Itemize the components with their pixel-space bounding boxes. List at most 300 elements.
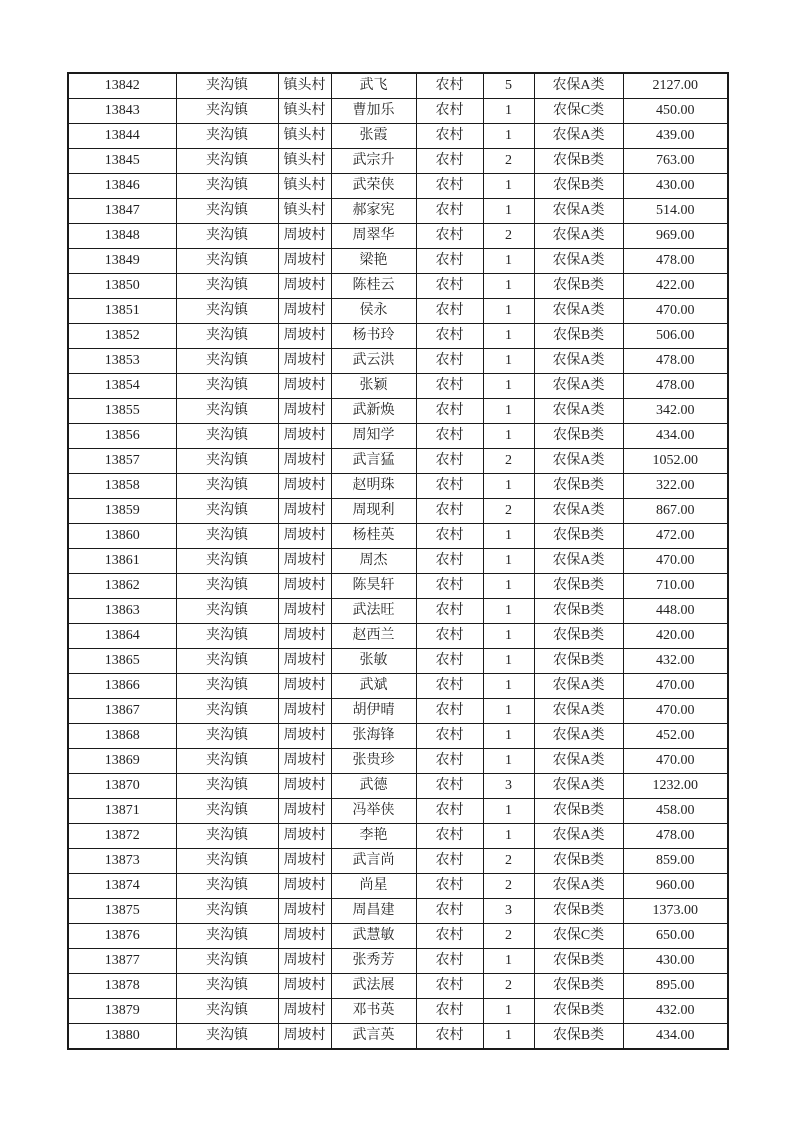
person-name-cell: 武宗升 — [331, 149, 416, 174]
records-table — [67, 72, 729, 1050]
amount-cell: 472.00 — [623, 524, 728, 549]
village-cell: 镇头村 — [278, 174, 331, 199]
village-cell: 镇头村 — [278, 199, 331, 224]
table-row — [68, 649, 728, 674]
records-table-body — [68, 73, 728, 1049]
town-cell: 夹沟镇 — [176, 599, 278, 624]
amount-cell: 470.00 — [623, 699, 728, 724]
person-name-cell: 武云洪 — [331, 349, 416, 374]
village-cell: 镇头村 — [278, 99, 331, 124]
person-count-cell: 1 — [483, 374, 534, 399]
serial-number-cell: 13867 — [68, 699, 176, 724]
person-count-cell: 1 — [483, 999, 534, 1024]
serial-number-cell: 13878 — [68, 974, 176, 999]
village-cell: 周坡村 — [278, 299, 331, 324]
town-cell: 夹沟镇 — [176, 549, 278, 574]
insurance-category-cell: 农保A类 — [534, 349, 623, 374]
table-row — [68, 349, 728, 374]
village-cell: 周坡村 — [278, 474, 331, 499]
person-count-cell: 1 — [483, 1024, 534, 1050]
person-name-cell: 武德 — [331, 774, 416, 799]
person-name-cell: 武法展 — [331, 974, 416, 999]
town-cell: 夹沟镇 — [176, 299, 278, 324]
residence-type-cell: 农村 — [416, 424, 483, 449]
table-row — [68, 224, 728, 249]
insurance-category-cell: 农保A类 — [534, 449, 623, 474]
amount-cell: 470.00 — [623, 299, 728, 324]
person-name-cell: 武斌 — [331, 674, 416, 699]
residence-type-cell: 农村 — [416, 699, 483, 724]
residence-type-cell: 农村 — [416, 324, 483, 349]
person-name-cell: 张贵珍 — [331, 749, 416, 774]
table-row — [68, 849, 728, 874]
table-row — [68, 424, 728, 449]
person-name-cell: 杨桂英 — [331, 524, 416, 549]
person-count-cell: 3 — [483, 774, 534, 799]
amount-cell: 969.00 — [623, 224, 728, 249]
amount-cell: 650.00 — [623, 924, 728, 949]
village-cell: 周坡村 — [278, 449, 331, 474]
serial-number-cell: 13857 — [68, 449, 176, 474]
person-name-cell: 武荣侠 — [331, 174, 416, 199]
amount-cell: 478.00 — [623, 824, 728, 849]
residence-type-cell: 农村 — [416, 899, 483, 924]
person-count-cell: 1 — [483, 324, 534, 349]
table-row — [68, 749, 728, 774]
table-row — [68, 124, 728, 149]
person-name-cell: 李艳 — [331, 824, 416, 849]
village-cell: 周坡村 — [278, 699, 331, 724]
person-name-cell: 周昌建 — [331, 899, 416, 924]
serial-number-cell: 13862 — [68, 574, 176, 599]
village-cell: 周坡村 — [278, 524, 331, 549]
insurance-category-cell: 农保A类 — [534, 299, 623, 324]
person-count-cell: 1 — [483, 99, 534, 124]
residence-type-cell: 农村 — [416, 749, 483, 774]
table-row — [68, 499, 728, 524]
residence-type-cell: 农村 — [416, 624, 483, 649]
village-cell: 周坡村 — [278, 274, 331, 299]
person-count-cell: 2 — [483, 224, 534, 249]
insurance-category-cell: 农保B类 — [534, 424, 623, 449]
person-name-cell: 武飞 — [331, 73, 416, 99]
town-cell: 夹沟镇 — [176, 349, 278, 374]
amount-cell: 448.00 — [623, 599, 728, 624]
town-cell: 夹沟镇 — [176, 73, 278, 99]
amount-cell: 434.00 — [623, 1024, 728, 1050]
town-cell: 夹沟镇 — [176, 224, 278, 249]
person-count-cell: 1 — [483, 174, 534, 199]
insurance-category-cell: 农保A类 — [534, 749, 623, 774]
residence-type-cell: 农村 — [416, 999, 483, 1024]
residence-type-cell: 农村 — [416, 399, 483, 424]
amount-cell: 450.00 — [623, 99, 728, 124]
serial-number-cell: 13856 — [68, 424, 176, 449]
person-name-cell: 尚星 — [331, 874, 416, 899]
town-cell: 夹沟镇 — [176, 824, 278, 849]
insurance-category-cell: 农保B类 — [534, 799, 623, 824]
table-row — [68, 874, 728, 899]
table-row — [68, 824, 728, 849]
person-count-cell: 3 — [483, 899, 534, 924]
table-row — [68, 949, 728, 974]
serial-number-cell: 13866 — [68, 674, 176, 699]
person-name-cell: 杨书玲 — [331, 324, 416, 349]
village-cell: 周坡村 — [278, 824, 331, 849]
person-count-cell: 2 — [483, 499, 534, 524]
insurance-category-cell: 农保A类 — [534, 499, 623, 524]
serial-number-cell: 13880 — [68, 1024, 176, 1050]
insurance-category-cell: 农保A类 — [534, 399, 623, 424]
insurance-category-cell: 农保B类 — [534, 849, 623, 874]
village-cell: 周坡村 — [278, 774, 331, 799]
person-count-cell: 2 — [483, 149, 534, 174]
village-cell: 周坡村 — [278, 424, 331, 449]
town-cell: 夹沟镇 — [176, 424, 278, 449]
amount-cell: 470.00 — [623, 549, 728, 574]
person-count-cell: 2 — [483, 974, 534, 999]
town-cell: 夹沟镇 — [176, 249, 278, 274]
amount-cell: 867.00 — [623, 499, 728, 524]
town-cell: 夹沟镇 — [176, 999, 278, 1024]
village-cell: 周坡村 — [278, 599, 331, 624]
serial-number-cell: 13859 — [68, 499, 176, 524]
person-name-cell: 陈昊轩 — [331, 574, 416, 599]
table-row — [68, 899, 728, 924]
person-count-cell: 2 — [483, 849, 534, 874]
amount-cell: 422.00 — [623, 274, 728, 299]
table-row — [68, 599, 728, 624]
serial-number-cell: 13851 — [68, 299, 176, 324]
table-row — [68, 774, 728, 799]
amount-cell: 430.00 — [623, 174, 728, 199]
person-name-cell: 周现利 — [331, 499, 416, 524]
town-cell: 夹沟镇 — [176, 774, 278, 799]
residence-type-cell: 农村 — [416, 924, 483, 949]
amount-cell: 470.00 — [623, 749, 728, 774]
serial-number-cell: 13874 — [68, 874, 176, 899]
person-name-cell: 赵明珠 — [331, 474, 416, 499]
serial-number-cell: 13854 — [68, 374, 176, 399]
village-cell: 周坡村 — [278, 499, 331, 524]
person-name-cell: 张霞 — [331, 124, 416, 149]
town-cell: 夹沟镇 — [176, 624, 278, 649]
residence-type-cell: 农村 — [416, 799, 483, 824]
insurance-category-cell: 农保B类 — [534, 324, 623, 349]
insurance-category-cell: 农保A类 — [534, 724, 623, 749]
village-cell: 周坡村 — [278, 574, 331, 599]
residence-type-cell: 农村 — [416, 499, 483, 524]
insurance-category-cell: 农保A类 — [534, 374, 623, 399]
insurance-category-cell: 农保A类 — [534, 224, 623, 249]
person-count-cell: 1 — [483, 524, 534, 549]
amount-cell: 439.00 — [623, 124, 728, 149]
amount-cell: 432.00 — [623, 649, 728, 674]
town-cell: 夹沟镇 — [176, 749, 278, 774]
person-name-cell: 武言猛 — [331, 449, 416, 474]
table-row — [68, 699, 728, 724]
town-cell: 夹沟镇 — [176, 174, 278, 199]
town-cell: 夹沟镇 — [176, 699, 278, 724]
serial-number-cell: 13875 — [68, 899, 176, 924]
person-name-cell: 侯永 — [331, 299, 416, 324]
person-count-cell: 1 — [483, 799, 534, 824]
town-cell: 夹沟镇 — [176, 924, 278, 949]
town-cell: 夹沟镇 — [176, 899, 278, 924]
table-row — [68, 999, 728, 1024]
town-cell: 夹沟镇 — [176, 574, 278, 599]
residence-type-cell: 农村 — [416, 274, 483, 299]
person-name-cell: 赵西兰 — [331, 624, 416, 649]
table-row — [68, 324, 728, 349]
village-cell: 周坡村 — [278, 649, 331, 674]
amount-cell: 470.00 — [623, 674, 728, 699]
residence-type-cell: 农村 — [416, 199, 483, 224]
person-count-cell: 1 — [483, 424, 534, 449]
town-cell: 夹沟镇 — [176, 874, 278, 899]
village-cell: 周坡村 — [278, 374, 331, 399]
amount-cell: 1232.00 — [623, 774, 728, 799]
table-row — [68, 724, 728, 749]
table-row — [68, 99, 728, 124]
serial-number-cell: 13848 — [68, 224, 176, 249]
amount-cell: 1052.00 — [623, 449, 728, 474]
table-row — [68, 524, 728, 549]
residence-type-cell: 农村 — [416, 949, 483, 974]
village-cell: 周坡村 — [278, 674, 331, 699]
serial-number-cell: 13865 — [68, 649, 176, 674]
town-cell: 夹沟镇 — [176, 374, 278, 399]
insurance-category-cell: 农保B类 — [534, 624, 623, 649]
person-count-cell: 1 — [483, 699, 534, 724]
person-count-cell: 2 — [483, 924, 534, 949]
residence-type-cell: 农村 — [416, 824, 483, 849]
insurance-category-cell: 农保A类 — [534, 824, 623, 849]
village-cell: 周坡村 — [278, 624, 331, 649]
insurance-category-cell: 农保B类 — [534, 1024, 623, 1050]
table-row — [68, 624, 728, 649]
residence-type-cell: 农村 — [416, 674, 483, 699]
person-name-cell: 武言尚 — [331, 849, 416, 874]
person-count-cell: 5 — [483, 73, 534, 99]
table-row — [68, 374, 728, 399]
serial-number-cell: 13847 — [68, 199, 176, 224]
serial-number-cell: 13849 — [68, 249, 176, 274]
person-name-cell: 周杰 — [331, 549, 416, 574]
person-name-cell: 郝家宪 — [331, 199, 416, 224]
residence-type-cell: 农村 — [416, 99, 483, 124]
amount-cell: 458.00 — [623, 799, 728, 824]
village-cell: 周坡村 — [278, 924, 331, 949]
insurance-category-cell: 农保A类 — [534, 549, 623, 574]
residence-type-cell: 农村 — [416, 474, 483, 499]
insurance-category-cell: 农保C类 — [534, 99, 623, 124]
person-name-cell: 冯举侠 — [331, 799, 416, 824]
residence-type-cell: 农村 — [416, 724, 483, 749]
village-cell: 镇头村 — [278, 149, 331, 174]
residence-type-cell: 农村 — [416, 649, 483, 674]
table-row — [68, 274, 728, 299]
insurance-category-cell: 农保A类 — [534, 124, 623, 149]
amount-cell: 1373.00 — [623, 899, 728, 924]
residence-type-cell: 农村 — [416, 449, 483, 474]
amount-cell: 960.00 — [623, 874, 728, 899]
residence-type-cell: 农村 — [416, 974, 483, 999]
village-cell: 周坡村 — [278, 899, 331, 924]
village-cell: 周坡村 — [278, 849, 331, 874]
residence-type-cell: 农村 — [416, 349, 483, 374]
person-count-cell: 2 — [483, 874, 534, 899]
amount-cell: 710.00 — [623, 574, 728, 599]
serial-number-cell: 13870 — [68, 774, 176, 799]
insurance-category-cell: 农保B类 — [534, 524, 623, 549]
table-row — [68, 299, 728, 324]
serial-number-cell: 13869 — [68, 749, 176, 774]
person-count-cell: 1 — [483, 574, 534, 599]
person-count-cell: 1 — [483, 724, 534, 749]
town-cell: 夹沟镇 — [176, 799, 278, 824]
amount-cell: 895.00 — [623, 974, 728, 999]
amount-cell: 514.00 — [623, 199, 728, 224]
town-cell: 夹沟镇 — [176, 324, 278, 349]
insurance-category-cell: 农保B类 — [534, 174, 623, 199]
person-count-cell: 1 — [483, 274, 534, 299]
town-cell: 夹沟镇 — [176, 399, 278, 424]
amount-cell: 478.00 — [623, 249, 728, 274]
serial-number-cell: 13843 — [68, 99, 176, 124]
table-row — [68, 399, 728, 424]
village-cell: 周坡村 — [278, 874, 331, 899]
town-cell: 夹沟镇 — [176, 99, 278, 124]
village-cell: 镇头村 — [278, 73, 331, 99]
person-count-cell: 1 — [483, 399, 534, 424]
person-count-cell: 1 — [483, 474, 534, 499]
person-count-cell: 1 — [483, 199, 534, 224]
person-count-cell: 1 — [483, 624, 534, 649]
residence-type-cell: 农村 — [416, 224, 483, 249]
residence-type-cell: 农村 — [416, 73, 483, 99]
residence-type-cell: 农村 — [416, 774, 483, 799]
town-cell: 夹沟镇 — [176, 499, 278, 524]
table-row — [68, 149, 728, 174]
person-count-cell: 1 — [483, 299, 534, 324]
person-count-cell: 1 — [483, 549, 534, 574]
serial-number-cell: 13860 — [68, 524, 176, 549]
serial-number-cell: 13846 — [68, 174, 176, 199]
village-cell: 周坡村 — [278, 724, 331, 749]
amount-cell: 452.00 — [623, 724, 728, 749]
serial-number-cell: 13842 — [68, 73, 176, 99]
person-name-cell: 陈桂云 — [331, 274, 416, 299]
insurance-category-cell: 农保B类 — [534, 974, 623, 999]
amount-cell: 434.00 — [623, 424, 728, 449]
village-cell: 镇头村 — [278, 124, 331, 149]
table-row — [68, 174, 728, 199]
residence-type-cell: 农村 — [416, 574, 483, 599]
village-cell: 周坡村 — [278, 549, 331, 574]
residence-type-cell: 农村 — [416, 299, 483, 324]
insurance-category-cell: 农保C类 — [534, 924, 623, 949]
residence-type-cell: 农村 — [416, 549, 483, 574]
person-count-cell: 2 — [483, 449, 534, 474]
serial-number-cell: 13844 — [68, 124, 176, 149]
village-cell: 周坡村 — [278, 1024, 331, 1050]
person-name-cell: 梁艳 — [331, 249, 416, 274]
town-cell: 夹沟镇 — [176, 974, 278, 999]
serial-number-cell: 13877 — [68, 949, 176, 974]
amount-cell: 506.00 — [623, 324, 728, 349]
person-name-cell: 张颖 — [331, 374, 416, 399]
insurance-category-cell: 农保B类 — [534, 274, 623, 299]
person-count-cell: 1 — [483, 599, 534, 624]
town-cell: 夹沟镇 — [176, 724, 278, 749]
person-count-cell: 1 — [483, 749, 534, 774]
insurance-category-cell: 农保B类 — [534, 999, 623, 1024]
serial-number-cell: 13876 — [68, 924, 176, 949]
person-name-cell: 张秀芳 — [331, 949, 416, 974]
person-name-cell: 周翠华 — [331, 224, 416, 249]
table-row — [68, 974, 728, 999]
table-row — [68, 549, 728, 574]
residence-type-cell: 农村 — [416, 374, 483, 399]
insurance-category-cell: 农保B类 — [534, 649, 623, 674]
amount-cell: 322.00 — [623, 474, 728, 499]
village-cell: 周坡村 — [278, 349, 331, 374]
person-name-cell: 武慧敏 — [331, 924, 416, 949]
town-cell: 夹沟镇 — [176, 649, 278, 674]
amount-cell: 478.00 — [623, 374, 728, 399]
town-cell: 夹沟镇 — [176, 449, 278, 474]
table-row — [68, 249, 728, 274]
insurance-category-cell: 农保A类 — [534, 73, 623, 99]
table-row — [68, 1024, 728, 1050]
serial-number-cell: 13855 — [68, 399, 176, 424]
person-name-cell: 曹加乐 — [331, 99, 416, 124]
village-cell: 周坡村 — [278, 749, 331, 774]
village-cell: 周坡村 — [278, 949, 331, 974]
village-cell: 周坡村 — [278, 224, 331, 249]
amount-cell: 763.00 — [623, 149, 728, 174]
person-count-cell: 1 — [483, 674, 534, 699]
insurance-category-cell: 农保A类 — [534, 774, 623, 799]
residence-type-cell: 农村 — [416, 1024, 483, 1050]
person-count-cell: 1 — [483, 249, 534, 274]
person-count-cell: 1 — [483, 949, 534, 974]
town-cell: 夹沟镇 — [176, 949, 278, 974]
serial-number-cell: 13861 — [68, 549, 176, 574]
table-row — [68, 73, 728, 99]
town-cell: 夹沟镇 — [176, 674, 278, 699]
insurance-category-cell: 农保B类 — [534, 149, 623, 174]
town-cell: 夹沟镇 — [176, 124, 278, 149]
person-count-cell: 1 — [483, 124, 534, 149]
serial-number-cell: 13873 — [68, 849, 176, 874]
town-cell: 夹沟镇 — [176, 274, 278, 299]
table-row — [68, 924, 728, 949]
serial-number-cell: 13872 — [68, 824, 176, 849]
person-count-cell: 1 — [483, 649, 534, 674]
town-cell: 夹沟镇 — [176, 149, 278, 174]
insurance-category-cell: 农保A类 — [534, 199, 623, 224]
village-cell: 周坡村 — [278, 324, 331, 349]
village-cell: 周坡村 — [278, 799, 331, 824]
amount-cell: 342.00 — [623, 399, 728, 424]
amount-cell: 432.00 — [623, 999, 728, 1024]
residence-type-cell: 农村 — [416, 149, 483, 174]
person-name-cell: 张海锋 — [331, 724, 416, 749]
person-name-cell: 邓书英 — [331, 999, 416, 1024]
residence-type-cell: 农村 — [416, 524, 483, 549]
